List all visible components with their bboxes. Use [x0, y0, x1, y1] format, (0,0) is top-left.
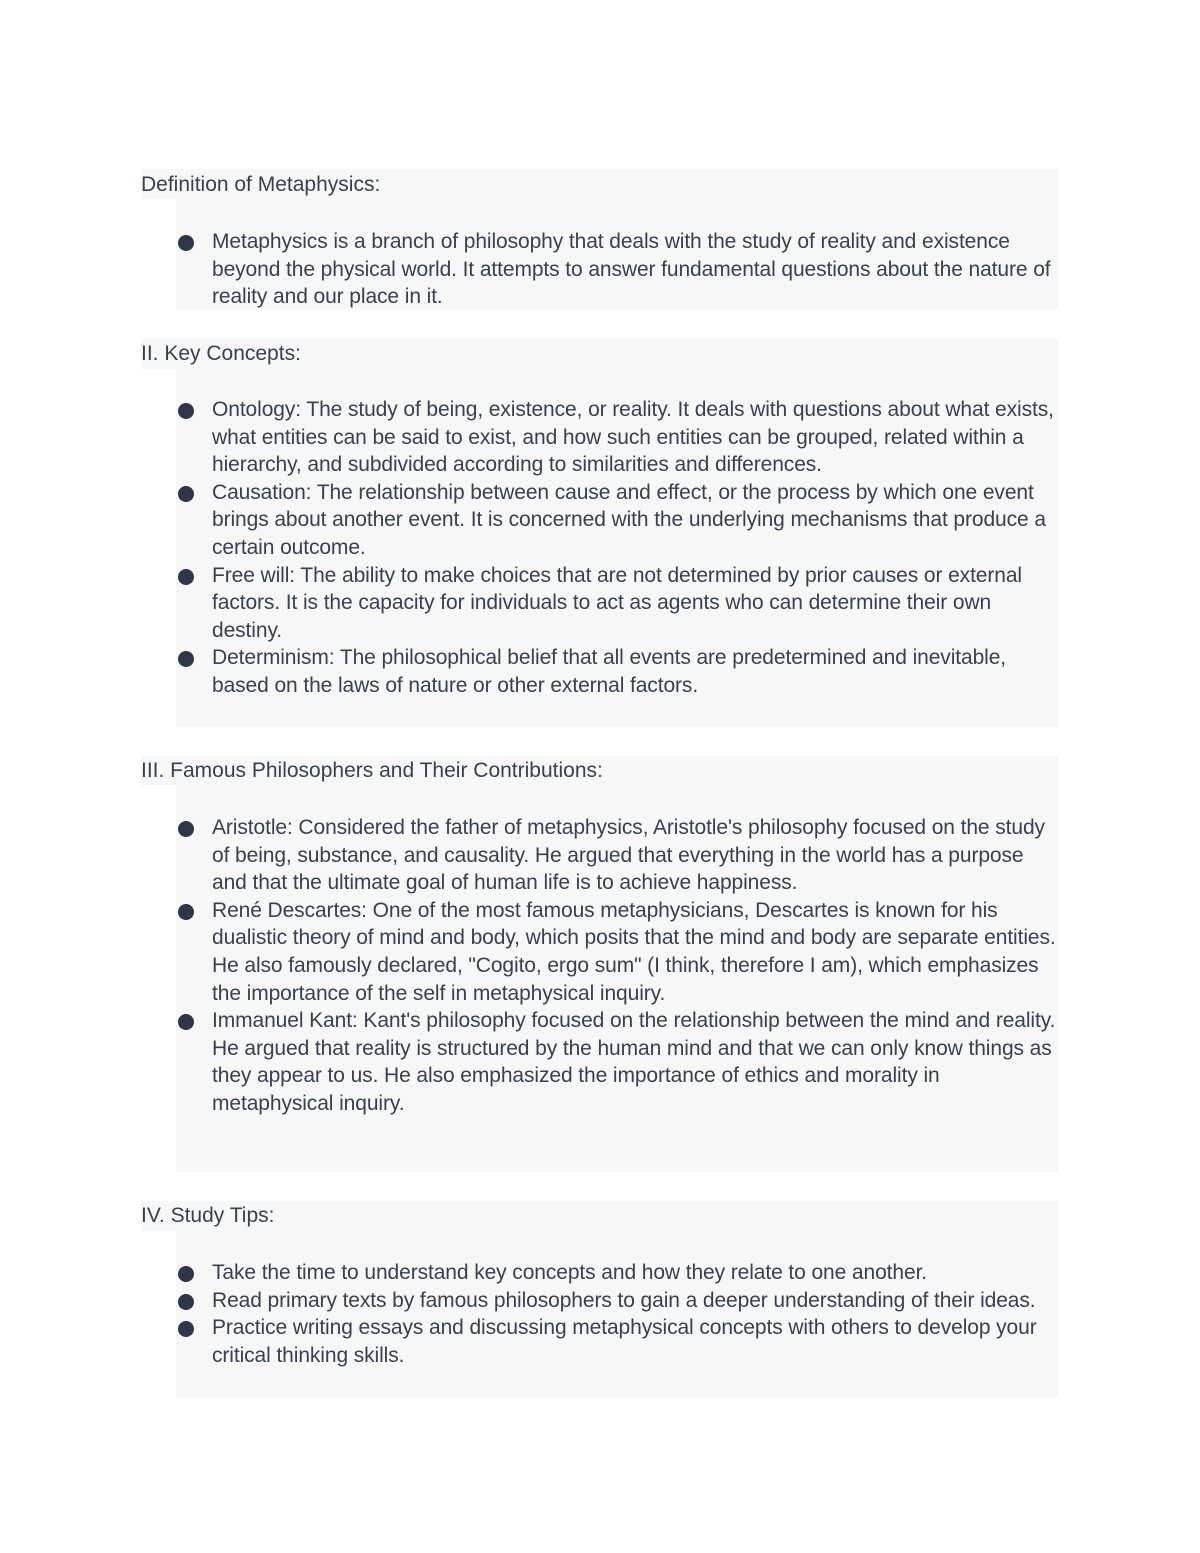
bullet-icon — [178, 1321, 194, 1337]
list-item-text: Free will: The ability to make choices that are not determined by prior causes or external factors. It is the capacity for individuals to act as agents who can determine their own destiny. — [212, 563, 1023, 642]
section-heading-key-concepts: II. Key Concepts: — [141, 342, 301, 365]
section-heading-study-tips: IV. Study Tips: — [141, 1204, 275, 1227]
list-item — [176, 814, 1059, 897]
list-item-text: Take the time to understand key concepts and how they relate to one another. — [212, 1261, 928, 1284]
list-item-text: Ontology: The study of being, existence, or reality. It deals with questions about what exists, what entities can be said to exist, and how such entities can be grouped, related within a hierarchy, and subdivided according to similarities and differences. — [212, 398, 1054, 477]
list-item — [176, 228, 1059, 311]
list-item-text: Aristotle: Considered the father of metaphysics, Aristotle's philosophy focused on the study of being, substance, and causality. He argued that everything in the world has a purpose and that the ultimate goal of human life is to achieve happiness. — [212, 816, 1045, 895]
bullet-icon — [178, 1014, 194, 1030]
key-concepts-list — [176, 396, 1059, 700]
list-item — [176, 1259, 1059, 1287]
bullet-icon — [178, 569, 194, 585]
list-item — [176, 1314, 1059, 1369]
list-item-text: René Descartes: One of the most famous metaphysicians, Descartes is known for his dualistic theory of mind and body, which posits that the mind and body are separate entities. He also famously declared, "Cogito, ergo sum" (I think, therefore I am), which emphasizes the importance of the self in metaphysical inquiry. — [212, 898, 1056, 1005]
list-item — [176, 1007, 1059, 1117]
list-item — [176, 479, 1059, 562]
section-heading-definition: Definition of Metaphysics: — [141, 173, 381, 196]
bullet-icon — [178, 651, 194, 667]
list-item — [176, 562, 1059, 645]
bullet-icon — [178, 821, 194, 837]
study-tips-list — [176, 1259, 1059, 1369]
list-item — [176, 396, 1059, 479]
bullet-icon — [178, 403, 194, 419]
list-item-text: Metaphysics is a branch of philosophy that deals with the study of reality and existence beyond the physical world. It attempts to answer fundamental questions about the nature of reality and our place in it. — [212, 230, 1051, 309]
bullet-icon — [178, 1266, 194, 1282]
list-item-text: Practice writing essays and discussing metaphysical concepts with others to develop your critical thinking skills. — [212, 1316, 1037, 1367]
list-item — [176, 1287, 1059, 1315]
list-item — [176, 897, 1059, 1007]
section-heading-philosophers: III. Famous Philosophers and Their Contributions: — [141, 759, 603, 782]
list-item — [176, 644, 1059, 699]
heading-background — [141, 1201, 1059, 1231]
list-item-text: Read primary texts by famous philosophers to gain a deeper understanding of their ideas. — [212, 1288, 1036, 1312]
list-item-text: Determinism: The philosophical belief that all events are predetermined and inevitable, based on the laws of nature or other external factors. — [212, 646, 1007, 697]
list-item-text: Causation: The relationship between cause and effect, or the process by which one event brings about another event. It is concerned with the underlying mechanisms that produce a certain outcome. — [212, 480, 1046, 559]
bullet-icon — [178, 904, 194, 920]
bullet-icon — [178, 235, 194, 251]
bullet-icon — [178, 486, 194, 502]
list-item-text: Immanuel Kant: Kant's philosophy focused on the relationship between the mind and reality. He argued that reality is structured by the human mind and that we can only know things as they appear to us. He also emphasized the importance of ethics and morality in metaphysical inquiry. — [212, 1009, 1056, 1115]
definition-list — [176, 228, 1059, 311]
bullet-icon — [178, 1294, 194, 1310]
philosophers-list — [176, 814, 1059, 1118]
